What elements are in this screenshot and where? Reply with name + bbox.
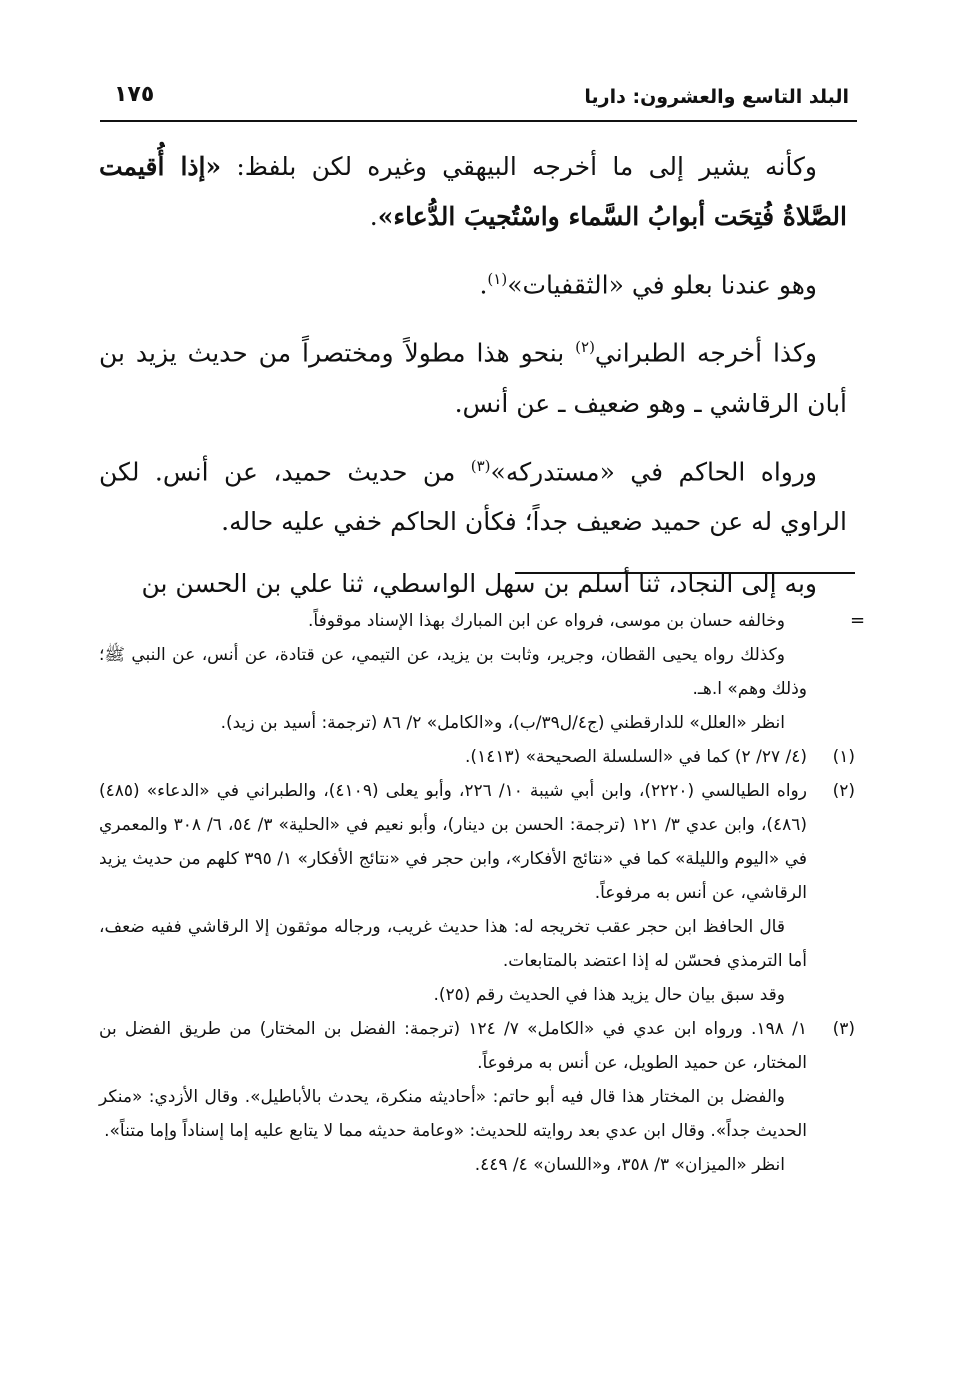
- continuation-mark: =: [850, 610, 866, 631]
- p1-end: .: [369, 202, 378, 231]
- footnote-3-number: (٣): [832, 1019, 855, 1039]
- footnote-2-para-2: قال الحافظ ابن حجر عقب تخريجه له: هذا حديث غريب، ورجاله موثقون إلا الرقاشي ففيه ضعف، أما الترمذي فحسّن له إذا اعتضد بالمتابعات.: [99, 917, 807, 971]
- main-text: [99, 142, 847, 621]
- p1-lead: وكأنه يشير إلى ما أخرجه البيهقي وغيره لكن بلفظ:: [221, 152, 817, 181]
- cont-line-3: انظر «العلل» للدارقطني (ج٤/ل٣٩/ب)، و«الكامل» ٢/ ٨٦ (ترجمة: أسيد بن زيد).: [220, 713, 785, 733]
- footnote-3-para-2: والفضل بن المختار هذا قال فيه أبو حاتم: «أحاديثه منكرة، يحدث بالأباطيل». وقال الأزدي: «منكر الحديث جداً». وقال ابن عدي بعد روايته للحديث: «وعامة حديثه مما لا يتابع عليه إما إسناداً وإما متناً».: [99, 1087, 807, 1141]
- page-header: [100, 80, 857, 122]
- footnote-ref-2: (٢): [575, 338, 595, 357]
- footnote-separator: [515, 572, 855, 574]
- paragraph-3: [99, 322, 847, 428]
- footnote-2-para-3: وقد سبق بيان حال يزيد هذا في الحديث رقم (٢٥).: [433, 985, 785, 1005]
- footnote-3-para-3: انظر «الميزان» ٣/ ٣٥٨، و«اللسان» ٤/ ٤٤٩.: [474, 1155, 785, 1175]
- footnote-2-para-1: رواه الطيالسي (٢٢٢٠)، وابن أبي شيبة ١٠/ ٢٢٦، وأبو يعلى (٤١٠٩)، والطبراني في «الدعاء» (٤٨٥) (٤٨٦)، وابن عدي ٣/ ١٢١ (ترجمة: الحسن بن دينار)، وأبو نعيم في «الحلية» ٣/ ٥٤، ٦/ ٣٠٨ والمعمري في «اليوم والليلة» كما في «نتائج الأفكار»، وابن حجر في «نتائج الأفكار» ١/ ٣٩٥ كلهم من حديث يزيد الرقاشي، عن أنس به مرفوعاً.: [99, 781, 807, 903]
- footnote-2: [99, 774, 855, 1012]
- paragraph-5: وبه إلى النجاد، ثنا أسلم بن سهل الواسطي، ثنا علي بن الحسن بن: [141, 568, 817, 598]
- footnote-1-text: (٤/ ٢٧/ ٢) كما في «السلسلة الصحيحة» (١٤١٣).: [465, 747, 807, 767]
- footnote-1-number: (١): [832, 747, 855, 767]
- footnote-ref-3: (٣): [470, 456, 491, 475]
- paragraph-2: [99, 254, 847, 310]
- p2-text: وهو عندنا بعلو في «الثقفيات»: [507, 270, 817, 300]
- cont-line-2: وكذلك رواه يحيى القطان، وجرير، وثابت بن يزيد، عن التيمي، عن قتادة، عن أنس، عن النبي ﷺ؛ وذلك وهم» ا.هـ.: [99, 645, 807, 699]
- p3-lead: وكذا أخرجه الطبراني: [594, 338, 818, 368]
- footnote-continuation: [99, 604, 855, 740]
- footnote-1: [99, 740, 855, 774]
- p3-rest: بنحو هذا مطولاً ومختصراً من حديث يزيد بن أبان الرقاشي ـ وهو ضعيف ـ عن أنس.: [99, 338, 847, 418]
- footnote-ref-1: (١): [487, 270, 508, 288]
- footnote-3: [99, 1012, 855, 1182]
- paragraph-4: [99, 441, 847, 547]
- running-title: البلد التاسع والعشرون: داريا: [584, 86, 849, 108]
- footnote-3-para-1: ١/ ١٩٨. ورواه ابن عدي في «الكامل» ٧/ ١٢٤ (ترجمة: الفضل بن المختار) من طريق الفضل بن المختار، عن حميد الطويل، عن أنس به مرفوعاً.: [99, 1019, 807, 1073]
- paragraph-1: [99, 142, 847, 242]
- footnote-2-number: (٢): [832, 781, 855, 801]
- hadith-quote: «إذا أُقيمت الصَّلاةُ فُتِحَت أبوابُ السَّماء واسْتُجيبَ الدُّعاء»: [99, 152, 847, 231]
- page-number: ١٧٥: [114, 82, 155, 107]
- p2-end: .: [479, 270, 488, 300]
- p4-lead: ورواه الحاكم في «مستدركه»: [490, 456, 818, 486]
- p4-rest: من حديث حميد، عن أنس. لكن الراوي له عن حميد ضعيف جداً؛ فكأن الحاكم خفي عليه حاله.: [99, 456, 847, 536]
- footnotes: [99, 604, 855, 1182]
- cont-line-1: وخالفه حسان بن موسى، فرواه عن ابن المبارك بهذا الإسناد موقوفاً.: [308, 611, 785, 631]
